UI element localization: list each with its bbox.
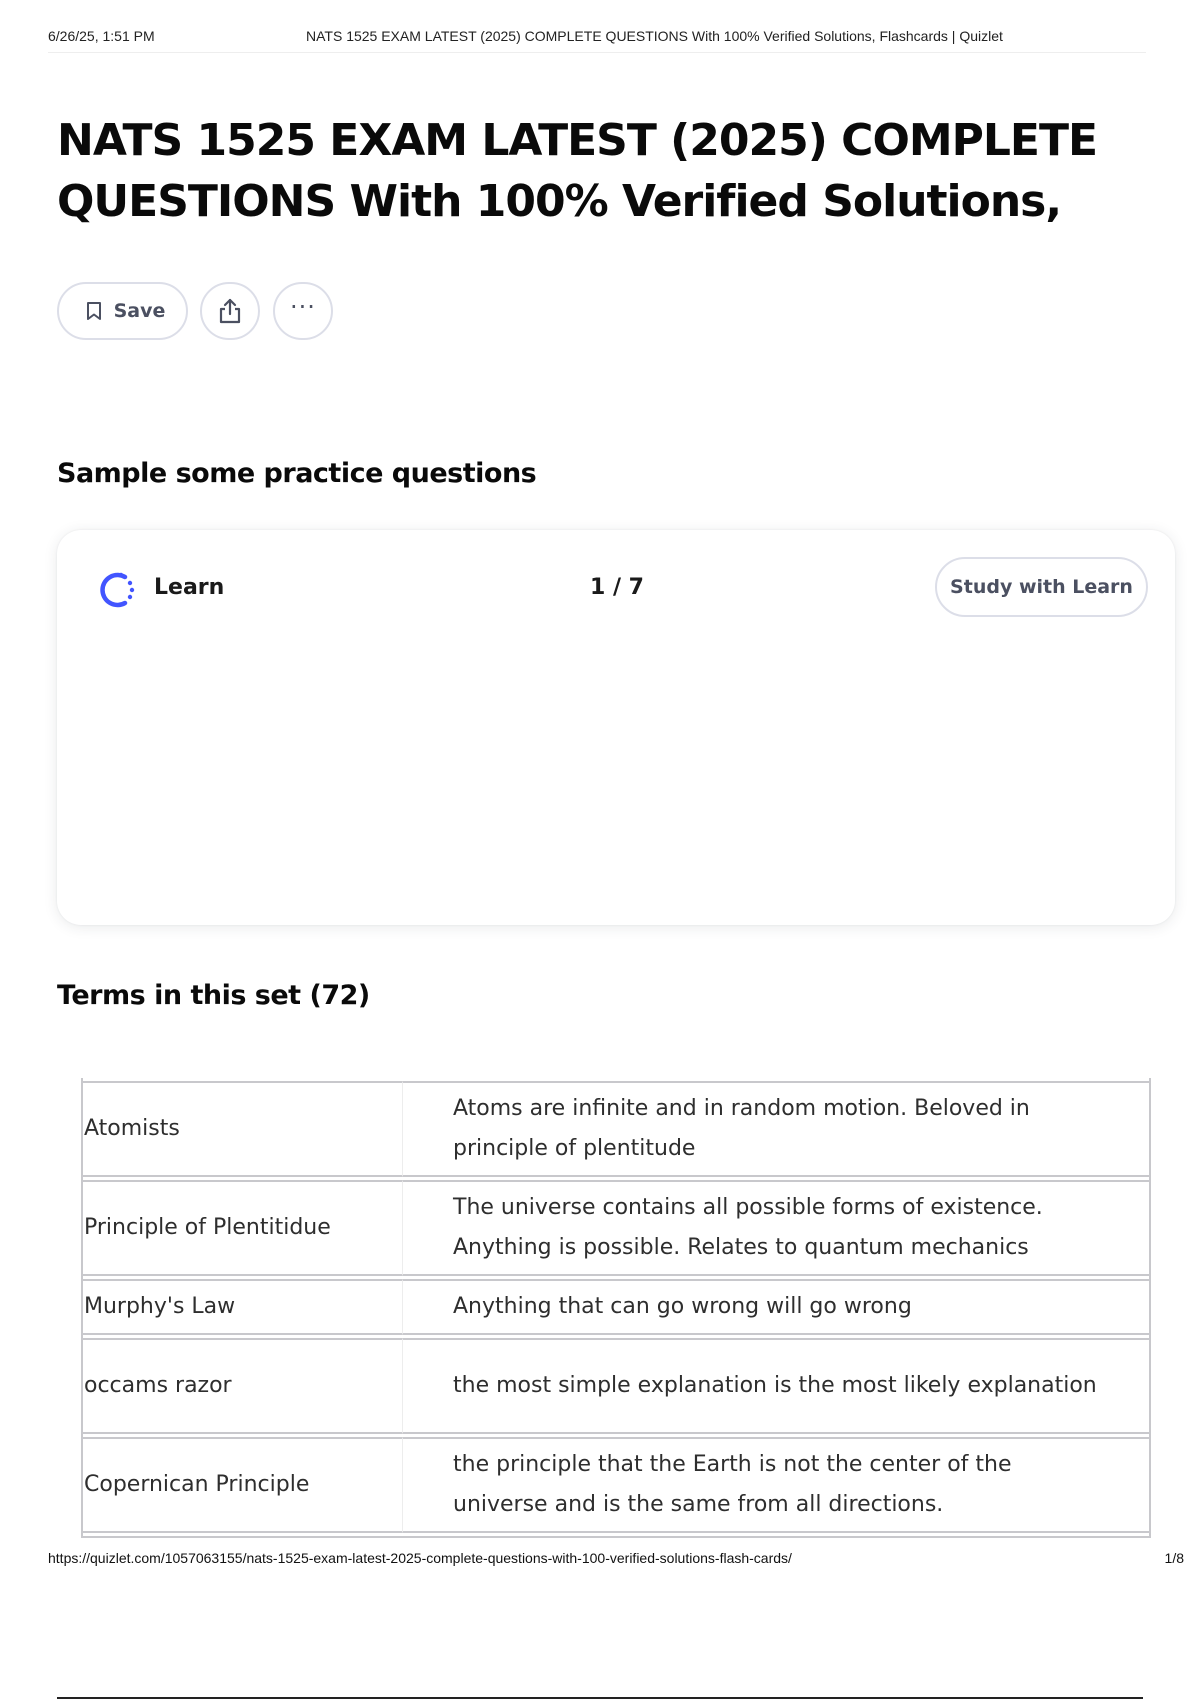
term-cell: Atomists	[83, 1081, 403, 1177]
definition-cell: the principle that the Earth is not the center of the universe and is the same from all directions.	[403, 1437, 1149, 1533]
practice-heading: Sample some practice questions	[57, 458, 537, 489]
learn-label: Learn	[154, 575, 225, 600]
term-cell: Murphy's Law	[83, 1279, 403, 1335]
more-icon: ···	[290, 293, 316, 321]
definition-cell: Atoms are infinite and in random motion. Beloved in principle of plentitude	[403, 1081, 1149, 1177]
print-doc-title: NATS 1525 EXAM LATEST (2025) COMPLETE QUESTIONS With 100% Verified Solutions, Flashcards | Quizlet	[306, 28, 1003, 44]
table-row	[83, 1180, 1149, 1276]
terms-heading: Terms in this set (72)	[57, 980, 370, 1011]
more-options-button[interactable]	[273, 282, 333, 340]
term-cell: occams razor	[83, 1338, 403, 1434]
divider	[57, 1697, 1143, 1699]
study-with-learn-button[interactable]: Study with Learn	[935, 557, 1148, 617]
terms-table	[81, 1078, 1151, 1538]
table-row	[83, 1338, 1149, 1434]
print-footer	[48, 1550, 1184, 1570]
bookmark-icon	[86, 301, 102, 321]
learn-card	[57, 530, 1175, 925]
definition-cell: The universe contains all possible forms of existence. Anything is possible. Relates to quantum mechanics	[403, 1180, 1149, 1276]
save-label: Save	[113, 300, 166, 322]
page-url: https://quizlet.com/1057063155/nats-1525-exam-latest-2025-complete-questions-with-100-verified-solutions-flash-cards/	[48, 1550, 792, 1566]
table-row	[83, 1437, 1149, 1533]
learn-icon	[95, 568, 139, 612]
table-row	[83, 1279, 1149, 1335]
share-icon	[217, 297, 243, 325]
definition-cell: Anything that can go wrong will go wrong	[403, 1279, 1149, 1335]
print-header	[48, 28, 1146, 53]
print-datetime: 6/26/25, 1:51 PM	[48, 28, 155, 44]
question-counter: 1 / 7	[590, 575, 644, 600]
table-row	[83, 1081, 1149, 1177]
save-button[interactable]	[57, 282, 188, 340]
term-cell: Principle of Plentitidue	[83, 1180, 403, 1276]
term-cell: Copernican Principle	[83, 1437, 403, 1533]
page-number: 1/8	[1164, 1550, 1184, 1566]
share-button[interactable]	[200, 282, 260, 340]
definition-cell: the most simple explanation is the most likely explanation	[403, 1338, 1149, 1434]
page-title: NATS 1525 EXAM LATEST (2025) COMPLETE QUESTIONS With 100% Verified Solutions,	[57, 115, 1098, 227]
